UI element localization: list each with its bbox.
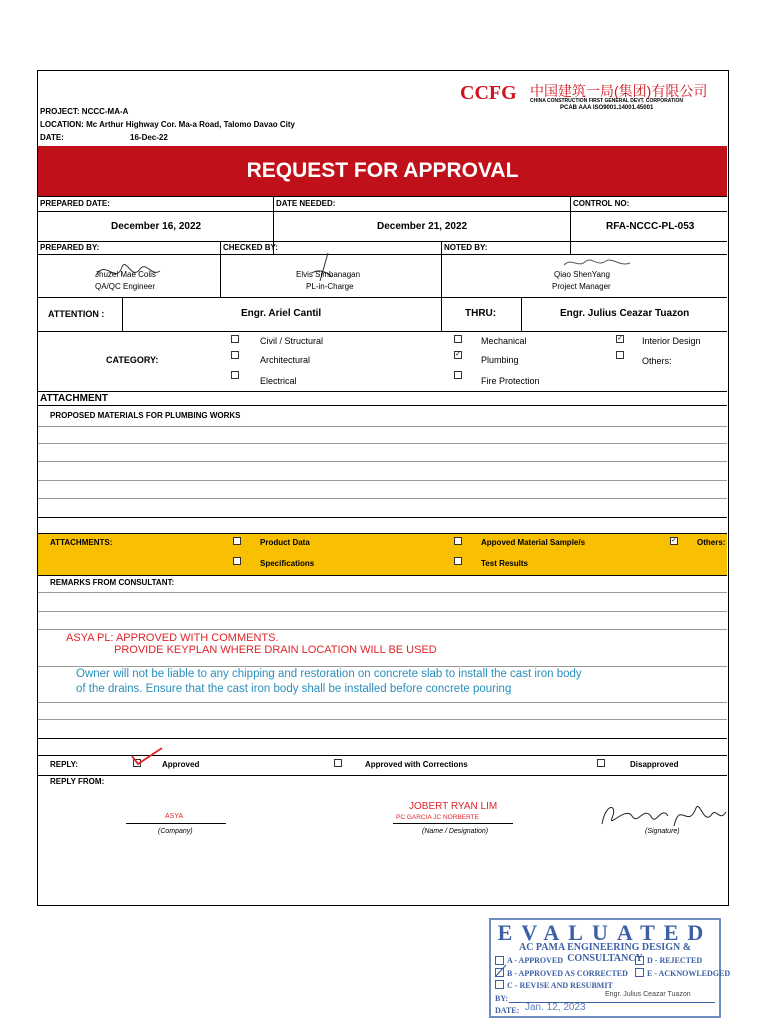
- company-logo: [460, 81, 730, 127]
- page-title: REQUEST FOR APPROVAL: [38, 146, 727, 196]
- attachments-product-data-checkbox[interactable]: [233, 537, 241, 545]
- reply-signature-label: (Signature): [645, 828, 680, 835]
- attachments-material-sample-checkbox[interactable]: [454, 537, 462, 545]
- reply-approved-corrections-checkbox[interactable]: [334, 759, 342, 767]
- reply-label: REPLY:: [50, 760, 79, 769]
- control-no-value: RFA-NCCC-PL-053: [606, 221, 695, 232]
- reply-approved-label: Approved: [162, 760, 200, 769]
- attachments-material-sample-label: Appoved Material Sample/s: [481, 538, 586, 547]
- stamp-c-label: C - REVISE AND RESUBMIT: [507, 981, 613, 990]
- remark-line-4: of the drains. Ensure that the cast iron body shall be installed before concrete pouring: [76, 683, 512, 695]
- category-plumbing-label: Plumbing: [481, 355, 519, 365]
- attachments-product-data-label: Product Data: [260, 538, 310, 547]
- location-line: LOCATION: Mc Arthur Highway Cor. Ma-a Road, Talomo Davao City: [40, 120, 295, 129]
- category-plumbing-checkbox[interactable]: ✓: [455, 351, 461, 358]
- attachments-band: [38, 534, 727, 575]
- category-architectural-checkbox[interactable]: [231, 351, 239, 359]
- category-label: CATEGORY:: [106, 355, 159, 365]
- stamp-subtitle: AC PAMA ENGINEERING DESIGN & CONSULTANCY: [518, 942, 692, 964]
- attachment-description: PROPOSED MATERIALS FOR PLUMBING WORKS: [50, 411, 241, 420]
- thru-value: Engr. Julius Ceazar Tuazon: [560, 308, 690, 319]
- stamp-c-checkbox: [495, 980, 504, 989]
- date-needed-value: December 21, 2022: [377, 221, 468, 232]
- logo-mark: CCFG: [460, 82, 517, 104]
- attachment-heading: ATTACHMENT: [40, 393, 108, 404]
- reply-from-label: REPLY FROM:: [50, 777, 105, 786]
- category-mechanical-label: Mechanical: [481, 336, 527, 346]
- category-electrical-label: Electrical: [260, 376, 297, 386]
- attachments-label: ATTACHMENTS:: [50, 538, 113, 547]
- stamp-e-label: E - ACKNOWLEDGED: [647, 969, 731, 978]
- logo-chinese: 中国建筑一局(集团)有限公司: [530, 83, 708, 99]
- date-label: DATE:: [40, 133, 64, 142]
- reply-disapproved-label: Disapproved: [630, 760, 679, 769]
- checked-title: PL-in-Charge: [306, 282, 354, 291]
- stamp-b-check-mark: [494, 964, 508, 978]
- stamp-d-label: D - REJECTED: [647, 956, 703, 965]
- prepared-by-label: PREPARED BY:: [40, 243, 100, 252]
- attachments-others-label: Others:: [697, 538, 726, 547]
- checked-by-label: CHECKED BY:: [223, 243, 278, 252]
- remarks-label: REMARKS FROM CONSULTANT:: [50, 578, 175, 587]
- stamp-title: EVALUATED: [497, 920, 713, 945]
- reply-name-sub: PC GARCIA JC NORBERTE: [396, 814, 479, 821]
- stamp-date-label: DATE:: [495, 1006, 520, 1015]
- stamp-by-label: BY:: [495, 994, 509, 1003]
- remark-line-3: Owner will not be liable to any chipping and restoration on concrete slab to install the cast iron body: [76, 668, 582, 680]
- category-fire-protection-checkbox[interactable]: [454, 371, 462, 379]
- category-fire-protection-label: Fire Protection: [481, 376, 540, 386]
- stamp-date-value: Jan. 12, 2023: [525, 1002, 586, 1013]
- logo-english: CHINA CONSTRUCTION FIRST GENERAL DEVT. CORPORATION: [530, 98, 683, 104]
- category-others-label: Others:: [642, 356, 672, 366]
- attention-value: Engr. Ariel Cantil: [241, 308, 322, 319]
- category-architectural-label: Architectural: [260, 355, 311, 365]
- thru-label: THRU:: [465, 308, 497, 319]
- category-others-checkbox[interactable]: [616, 351, 624, 359]
- reply-name-value: JOBERT RYAN LIM: [409, 801, 498, 812]
- attachments-others-checkbox[interactable]: ✓: [671, 537, 677, 544]
- category-civil-label: Civil / Structural: [260, 336, 324, 346]
- attention-label: ATTENTION :: [48, 309, 105, 319]
- checked-signature: [298, 251, 348, 285]
- prepared-name: Jhuzel Mae Colis: [95, 270, 156, 279]
- date-needed-label: DATE NEEDED:: [276, 199, 336, 208]
- project-line: PROJECT: NCCC-MA-A: [40, 107, 129, 116]
- prepared-date-label: PREPARED DATE:: [40, 199, 110, 208]
- evaluated-stamp: [489, 918, 731, 1018]
- remark-line-1: ASYA PL: APPROVED WITH COMMENTS.: [66, 632, 279, 644]
- reply-company-label: (Company): [158, 828, 193, 835]
- attachments-specifications-checkbox[interactable]: [233, 557, 241, 565]
- attachments-test-results-checkbox[interactable]: [454, 557, 462, 565]
- attachments-specifications-label: Specifications: [260, 559, 315, 568]
- reply-approved-corrections-label: Approved with Corrections: [365, 760, 468, 769]
- reply-disapproved-checkbox[interactable]: [597, 759, 605, 767]
- category-electrical-checkbox[interactable]: [231, 371, 239, 379]
- noted-by-label: NOTED BY:: [444, 243, 488, 252]
- control-no-label: CONTROL NO:: [573, 199, 630, 208]
- category-mechanical-checkbox[interactable]: [454, 335, 462, 343]
- noted-name: Qiao ShenYang: [554, 270, 610, 279]
- noted-title: Project Manager: [552, 282, 611, 291]
- prepared-title: QA/QC Engineer: [95, 282, 156, 291]
- prepared-date-value: December 16, 2022: [111, 221, 202, 232]
- stamp-e-checkbox: [635, 968, 644, 977]
- checked-name: Elvis Simbanagan: [296, 270, 361, 279]
- reply-name-label: (Name / Designation): [422, 828, 489, 835]
- stamp-by-name: Engr. Julius Ceazar Tuazon: [605, 991, 691, 998]
- category-interior-design-checkbox[interactable]: ✓: [617, 335, 623, 342]
- approved-check-mark: [130, 746, 164, 768]
- date-value: 16-Dec-22: [130, 133, 168, 142]
- stamp-b-label: B - APPROVED AS CORRECTED: [507, 969, 628, 978]
- rfa-form: [37, 70, 729, 906]
- stamp-a-label: A - APPROVED: [507, 956, 563, 965]
- stamp-d-checkbox: [635, 956, 644, 965]
- logo-cert: PCAB AAA ISO9001.14001.45001: [560, 105, 654, 111]
- category-interior-design-label: Interior Design: [642, 336, 701, 346]
- category-civil-checkbox[interactable]: [231, 335, 239, 343]
- remark-line-2: PROVIDE KEYPLAN WHERE DRAIN LOCATION WILL BE USED: [114, 644, 437, 656]
- attachments-test-results-label: Test Results: [481, 559, 528, 568]
- reply-company-value: ASYA: [165, 813, 184, 820]
